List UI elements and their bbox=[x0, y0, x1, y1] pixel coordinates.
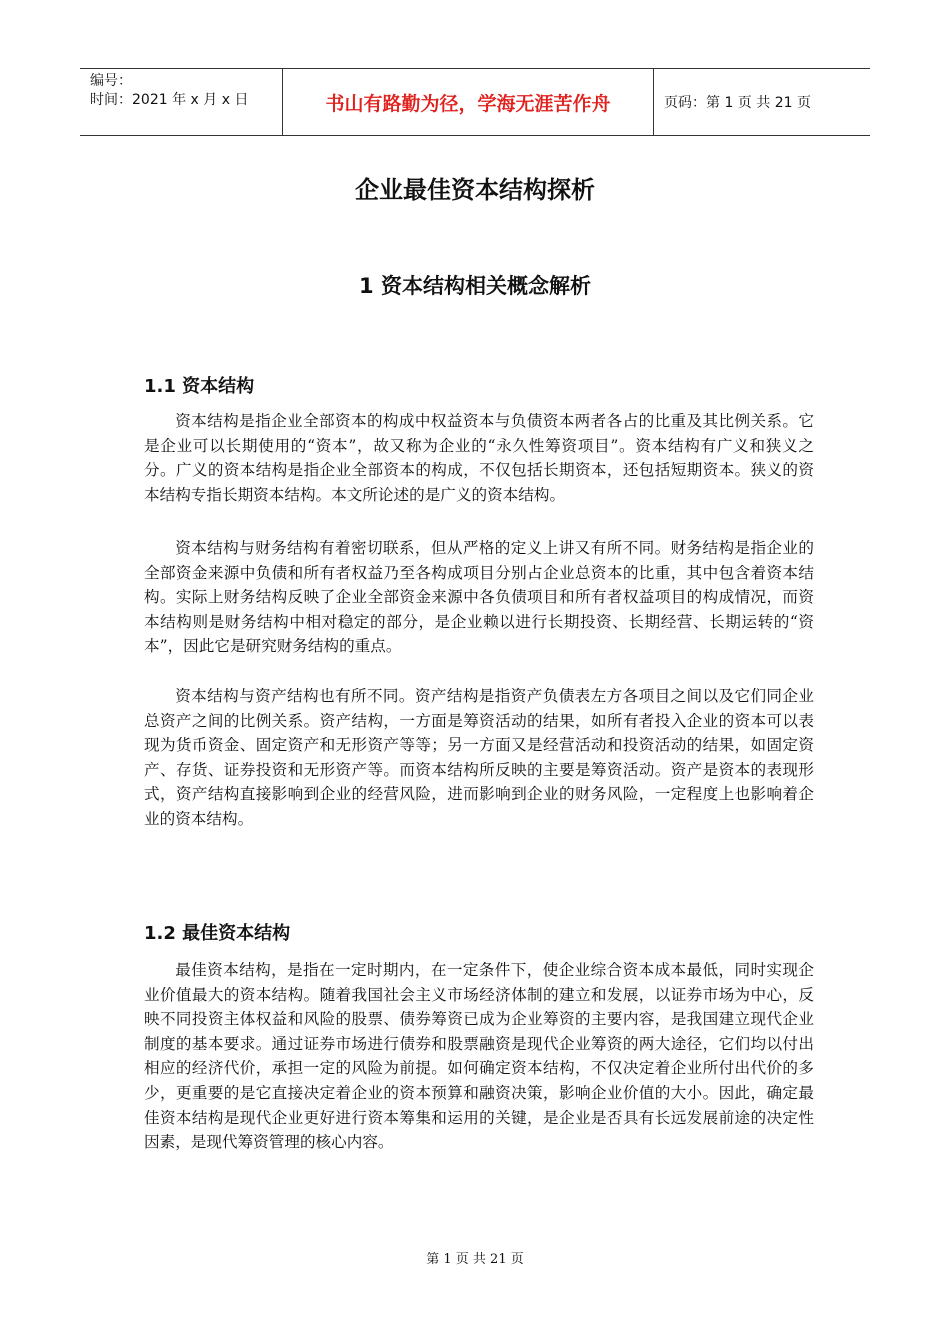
paragraph-1-1-b: 资本结构与财务结构有着密切联系，但从严格的定义上讲又有所不同。财务结构是指企业的全部资金来源中负债和所有者权益乃至各构成项目分别占企业总资本的比重，其中包含着资本结构。实际上财务结构反映了企业全部资金来源中各负债项目和所有者权益项目的构成情况，而资本结构则是财务结构中相对稳定的部分，是企业赖以进行长期投资、长期经营、长期运转的“资本”，因此它是研究财务结构的重点。 bbox=[144, 539, 814, 656]
section-1-title: 1 资本结构相关概念解析 bbox=[359, 274, 591, 298]
header-motto: 书山有路勤为径，学海无涯苦作舟 bbox=[282, 69, 654, 135]
subsection-1-2-title: 1.2 最佳资本结构 bbox=[144, 923, 291, 944]
header-page-info: 页码：第 1 页 共 21 页 bbox=[664, 95, 811, 111]
paragraph-1-1-a: 资本结构是指企业全部资本的构成中权益资本与负债资本两者各占的比重及其比例关系。它是企业可以长期使用的“资本”，故又称为企业的“永久性筹资项目”。资本结构有广义和狭义之分。广义的资本结构是指企业全部资本的构成，不仅包括长期资本，还包括短期资本。狭义的资本结构专指长期资本结构。本文所论述的是广义的资本结构。 bbox=[144, 412, 814, 504]
page-footer: 第 1 页 共 21 页 bbox=[426, 1252, 524, 1267]
page-header bbox=[80, 68, 870, 136]
paragraph-1-2-a: 最佳资本结构，是指在一定时期内，在一定条件下，使企业综合资本成本最低，同时实现企业价值最大的资本结构。随着我国社会主义市场经济体制的建立和发展，以证券市场为中心，反映不同投资主体权益和风险的股票、债券筹资已成为企业筹资的主要内容，是我国建立现代企业制度的基本要求。通过证券市场进行债券和股票融资是现代企业筹资的两大途径，它们均以付出相应的经济代价，承担一定的风险为前提。如何确定资本结构，不仅决定着企业所付出代价的多少，更重要的是它直接决定着企业的资本预算和融资决策，影响企业价值的大小。因此，确定最佳资本结构是现代企业更好进行资本筹集和运用的关键，是企业是否具有长远发展前途的决定性因素，是现代筹资管理的核心内容。 bbox=[144, 961, 814, 1152]
date-label: 时间：2021 年 x 月 x 日 bbox=[90, 92, 249, 108]
paragraph-1-1-c: 资本结构与资产结构也有所不同。资产结构是指资产负债表左方各项目之间以及它们同企业总资产之间的比例关系。资产结构，一方面是筹资活动的结果，如所有者投入企业的资本可以表现为货币资金、固定资产和无形资产等等；另一方面又是经营活动和投资活动的结果，如固定资产、存货、证券投资和无形资产等。而资本结构所反映的主要是筹资活动。资产是资本的表现形式，资产结构直接影响到企业的经营风险，进而影响到企业的财务风险，一定程度上也影响着企业的资本结构。 bbox=[144, 687, 814, 828]
subsection-1-1-title: 1.1 资本结构 bbox=[144, 376, 255, 397]
number-label: 编号： bbox=[90, 73, 132, 89]
document-title: 企业最佳资本结构探析 bbox=[355, 176, 595, 204]
header-meta bbox=[80, 69, 282, 135]
